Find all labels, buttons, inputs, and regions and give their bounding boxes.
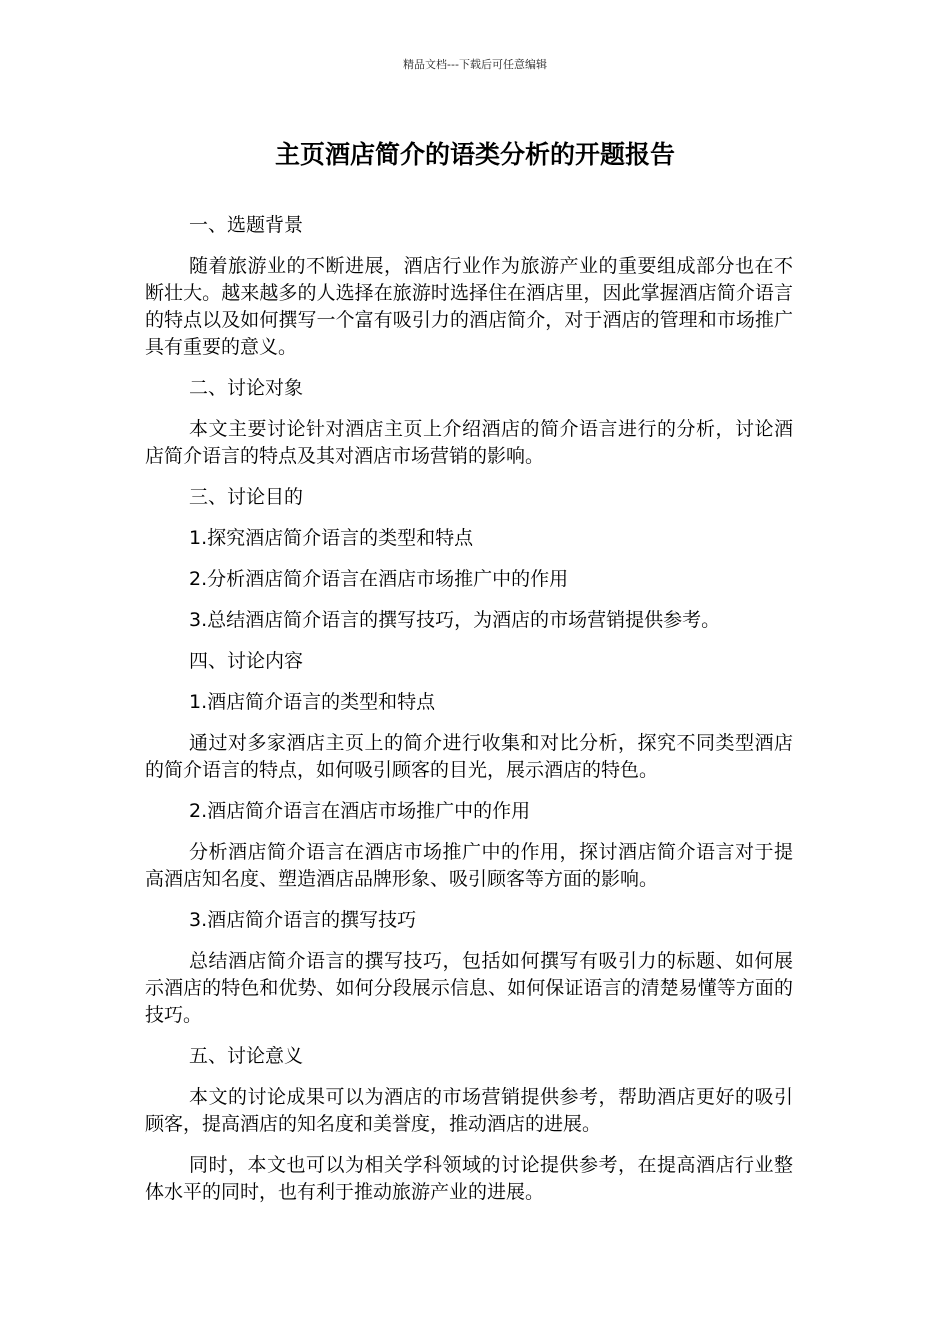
list-item-purpose-1: 1.探究酒店简介语言的类型和特点 (189, 527, 474, 549)
paragraph-object: 本文主要讨论针对酒店主页上介绍酒店的简介语言进行的分析，讨论酒店简介语言的特点及其对酒店市场营销的影响。 (145, 418, 793, 467)
section-heading-content: 四、讨论内容 (189, 650, 304, 672)
section-heading-object: 二、讨论对象 (189, 377, 304, 399)
list-item-purpose-3: 3.总结酒店简介语言的撰写技巧，为酒店的市场营销提供参考。 (189, 609, 721, 631)
subheading-content-2: 2.酒店简介语言在酒店市场推广中的作用 (189, 800, 531, 822)
document-body (145, 212, 793, 1220)
paragraph-content-2: 分析酒店简介语言在酒店市场推广中的作用，探讨酒店简介语言对于提高酒店知名度、塑造酒店品牌形象、吸引顾客等方面的影响。 (145, 841, 793, 890)
subheading-content-1: 1.酒店简介语言的类型和特点 (189, 691, 436, 713)
section-heading-purpose: 三、讨论目的 (189, 486, 304, 508)
paragraph-content-3: 总结酒店简介语言的撰写技巧，包括如何撰写有吸引力的标题、如何展示酒店的特色和优势、如何分段展示信息、如何保证语言的清楚易懂等方面的技巧。 (145, 950, 793, 1026)
document-title: 主页酒店简介的语类分析的开题报告 (274, 140, 675, 169)
page-header-note: 精品文档---下载后可任意编辑 (403, 58, 547, 71)
paragraph-content-1: 通过对多家酒店主页上的简介进行收集和对比分析，探究不同类型酒店的简介语言的特点，如何吸引顾客的目光，展示酒店的特色。 (145, 732, 793, 781)
paragraph-background: 随着旅游业的不断进展，酒店行业作为旅游产业的重要组成部分也在不断壮大。越来越多的人选择在旅游时选择住在酒店里，因此掌握酒店简介语言的特点以及如何撰写一个富有吸引力的酒店简介，对于酒店的管理和市场推广具有重要的意义。 (145, 255, 793, 358)
paragraph-significance-2: 同时，本文也可以为相关学科领域的讨论提供参考，在提高酒店行业整体水平的同时，也有利于推动旅游产业的进展。 (145, 1154, 793, 1203)
list-item-purpose-2: 2.分析酒店简介语言在酒店市场推广中的作用 (189, 568, 569, 590)
section-heading-background: 一、选题背景 (189, 214, 304, 236)
subheading-content-3: 3.酒店简介语言的撰写技巧 (189, 909, 417, 931)
paragraph-significance-1: 本文的讨论成果可以为酒店的市场营销提供参考，帮助酒店更好的吸引顾客，提高酒店的知名度和美誉度，推动酒店的进展。 (145, 1086, 793, 1135)
section-heading-significance: 五、讨论意义 (189, 1045, 304, 1067)
